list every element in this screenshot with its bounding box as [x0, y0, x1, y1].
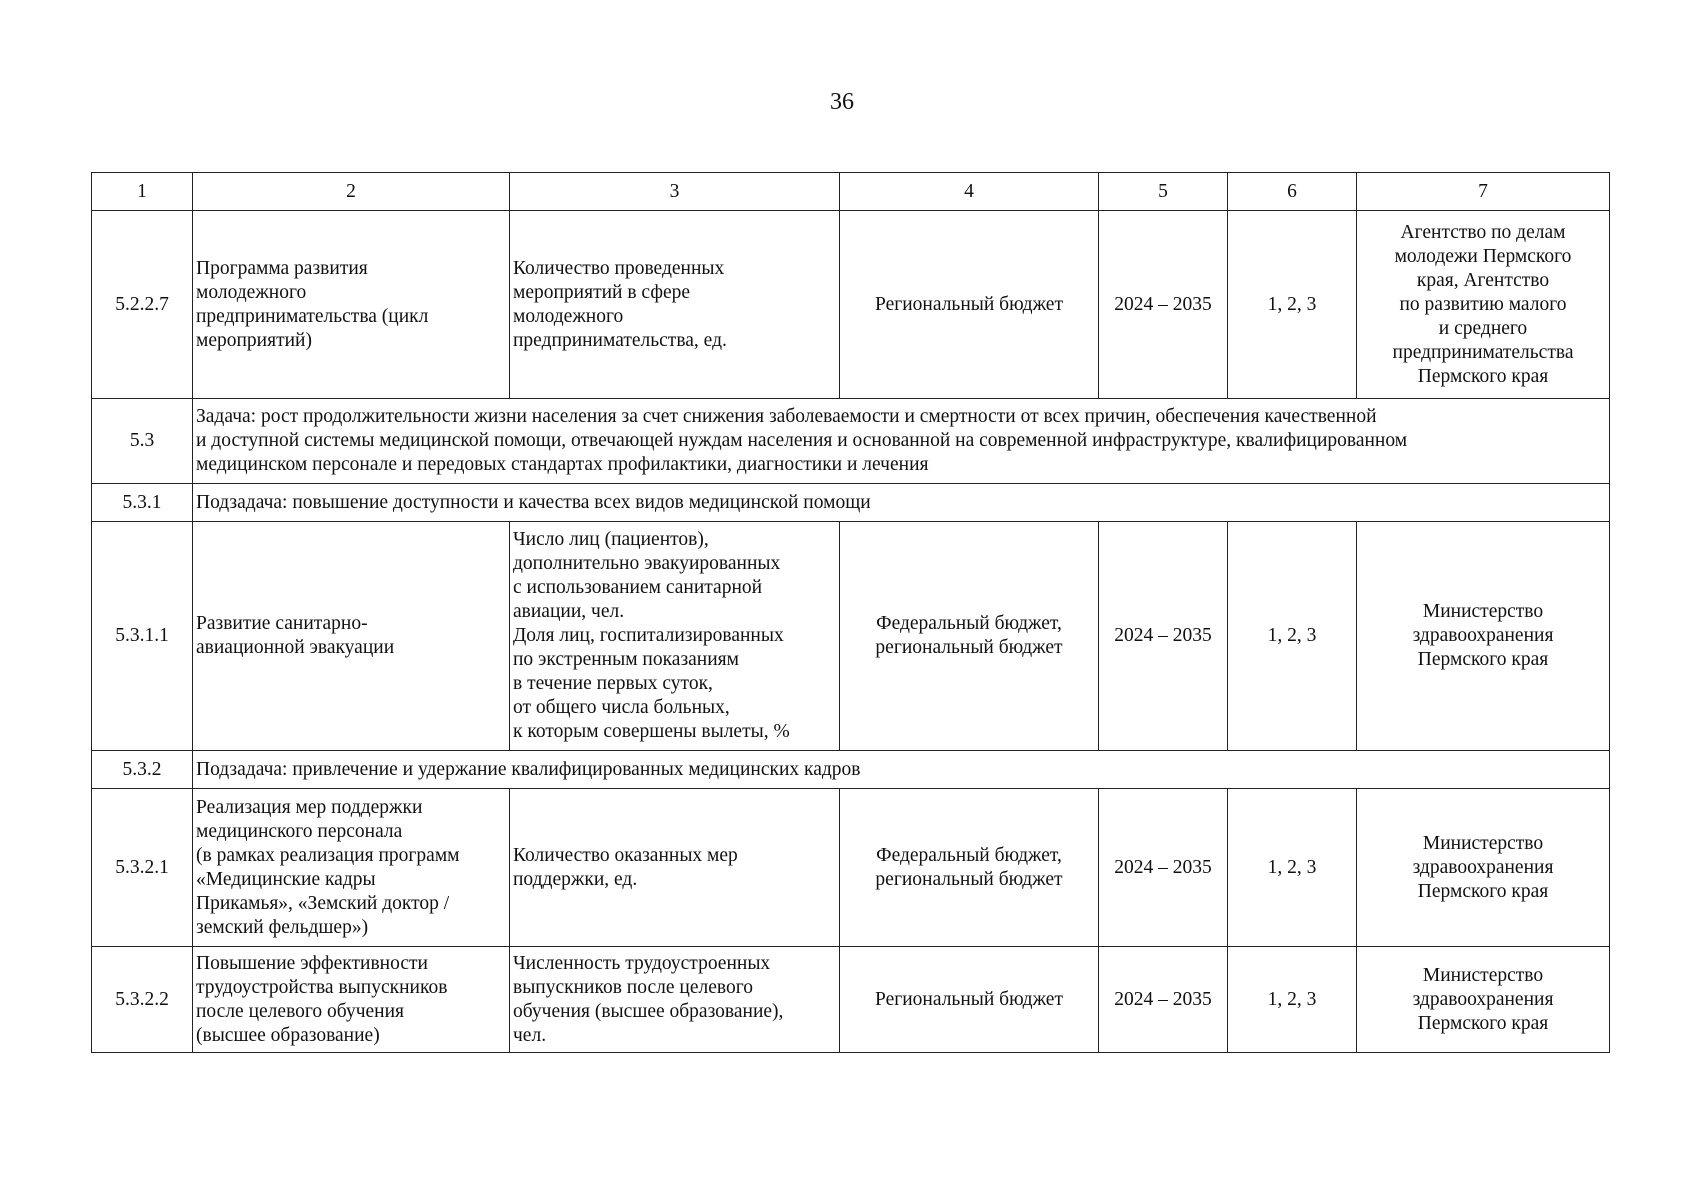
period: 2024 – 2035	[1099, 947, 1228, 1053]
page-number: 36	[830, 89, 854, 115]
header-cell: 7	[1357, 173, 1610, 211]
indicator: Численность трудоустроенных выпускников после целевого обучения (высшее образование), чел.	[510, 947, 840, 1053]
indicator: Количество проведенных мероприятий в сфере молодежного предпринимательства, ед.	[510, 211, 840, 399]
period: 2024 – 2035	[1099, 211, 1228, 399]
row-number: 5.2.2.7	[92, 211, 193, 399]
stages: 1, 2, 3	[1228, 789, 1357, 947]
header-cell: 6	[1228, 173, 1357, 211]
stages: 1, 2, 3	[1228, 947, 1357, 1053]
executor: Министерство здравоохранения Пермского края	[1357, 947, 1610, 1053]
measure-name: Повышение эффективности трудоустройства выпускников после целевого обучения (высшее образование)	[193, 947, 510, 1053]
indicator: Число лиц (пациентов), дополнительно эвакуированных с использованием санитарной авиации, чел. Доля лиц, госпитализированных по экстренным показаниям в течение первых суток, от общего числа больных, к которым совершены вылеты, %	[510, 522, 840, 751]
row-number: 5.3.2.1	[92, 789, 193, 947]
funding-source: Региональный бюджет	[840, 211, 1099, 399]
header-cell: 2	[193, 173, 510, 211]
funding-source: Федеральный бюджет, региональный бюджет	[840, 789, 1099, 947]
table-header-row	[92, 173, 1610, 211]
subtask-row	[92, 484, 1610, 522]
period: 2024 – 2035	[1099, 789, 1228, 947]
table-row	[92, 211, 1610, 399]
executor: Министерство здравоохранения Пермского края	[1357, 522, 1610, 751]
indicator: Количество оказанных мер поддержки, ед.	[510, 789, 840, 947]
executor: Агентство по делам молодежи Пермского края, Агентство по развитию малого и среднего предпринимательства Пермского края	[1357, 211, 1610, 399]
measure-name: Развитие санитарно- авиационной эвакуации	[193, 522, 510, 751]
table-row	[92, 522, 1610, 751]
subtask-row	[92, 751, 1610, 789]
stages: 1, 2, 3	[1228, 522, 1357, 751]
stages: 1, 2, 3	[1228, 211, 1357, 399]
task-row	[92, 399, 1610, 484]
funding-source: Региональный бюджет	[840, 947, 1099, 1053]
table-row	[92, 789, 1610, 947]
header-cell: 4	[840, 173, 1099, 211]
row-number: 5.3.1.1	[92, 522, 193, 751]
header-cell: 3	[510, 173, 840, 211]
period: 2024 – 2035	[1099, 522, 1228, 751]
row-number: 5.3	[92, 399, 193, 484]
measure-name: Программа развития молодежного предпринимательства (цикл мероприятий)	[193, 211, 510, 399]
header-cell: 1	[92, 173, 193, 211]
row-number: 5.3.2	[92, 751, 193, 789]
measure-name: Реализация мер поддержки медицинского персонала (в рамках реализация программ «Медицинские кадры Прикамья», «Земский доктор / земский фельдшер»)	[193, 789, 510, 947]
funding-source: Федеральный бюджет, региональный бюджет	[840, 522, 1099, 751]
subtask-text: Подзадача: повышение доступности и качества всех видов медицинской помощи	[193, 484, 1610, 522]
row-number: 5.3.2.2	[92, 947, 193, 1053]
measures-table	[91, 172, 1610, 1053]
header-cell: 5	[1099, 173, 1228, 211]
row-number: 5.3.1	[92, 484, 193, 522]
subtask-text: Подзадача: привлечение и удержание квалифицированных медицинских кадров	[193, 751, 1610, 789]
table-row	[92, 947, 1610, 1053]
task-text: Задача: рост продолжительности жизни населения за счет снижения заболеваемости и смертности от всех причин, обеспечения качественной и доступной системы медицинской помощи, отвечающей нуждам населения и основанной на современной инфраструктуре, квалифицированном медицинском персонале и передовых стандартах профилактики, диагностики и лечения	[193, 399, 1610, 484]
executor: Министерство здравоохранения Пермского края	[1357, 789, 1610, 947]
